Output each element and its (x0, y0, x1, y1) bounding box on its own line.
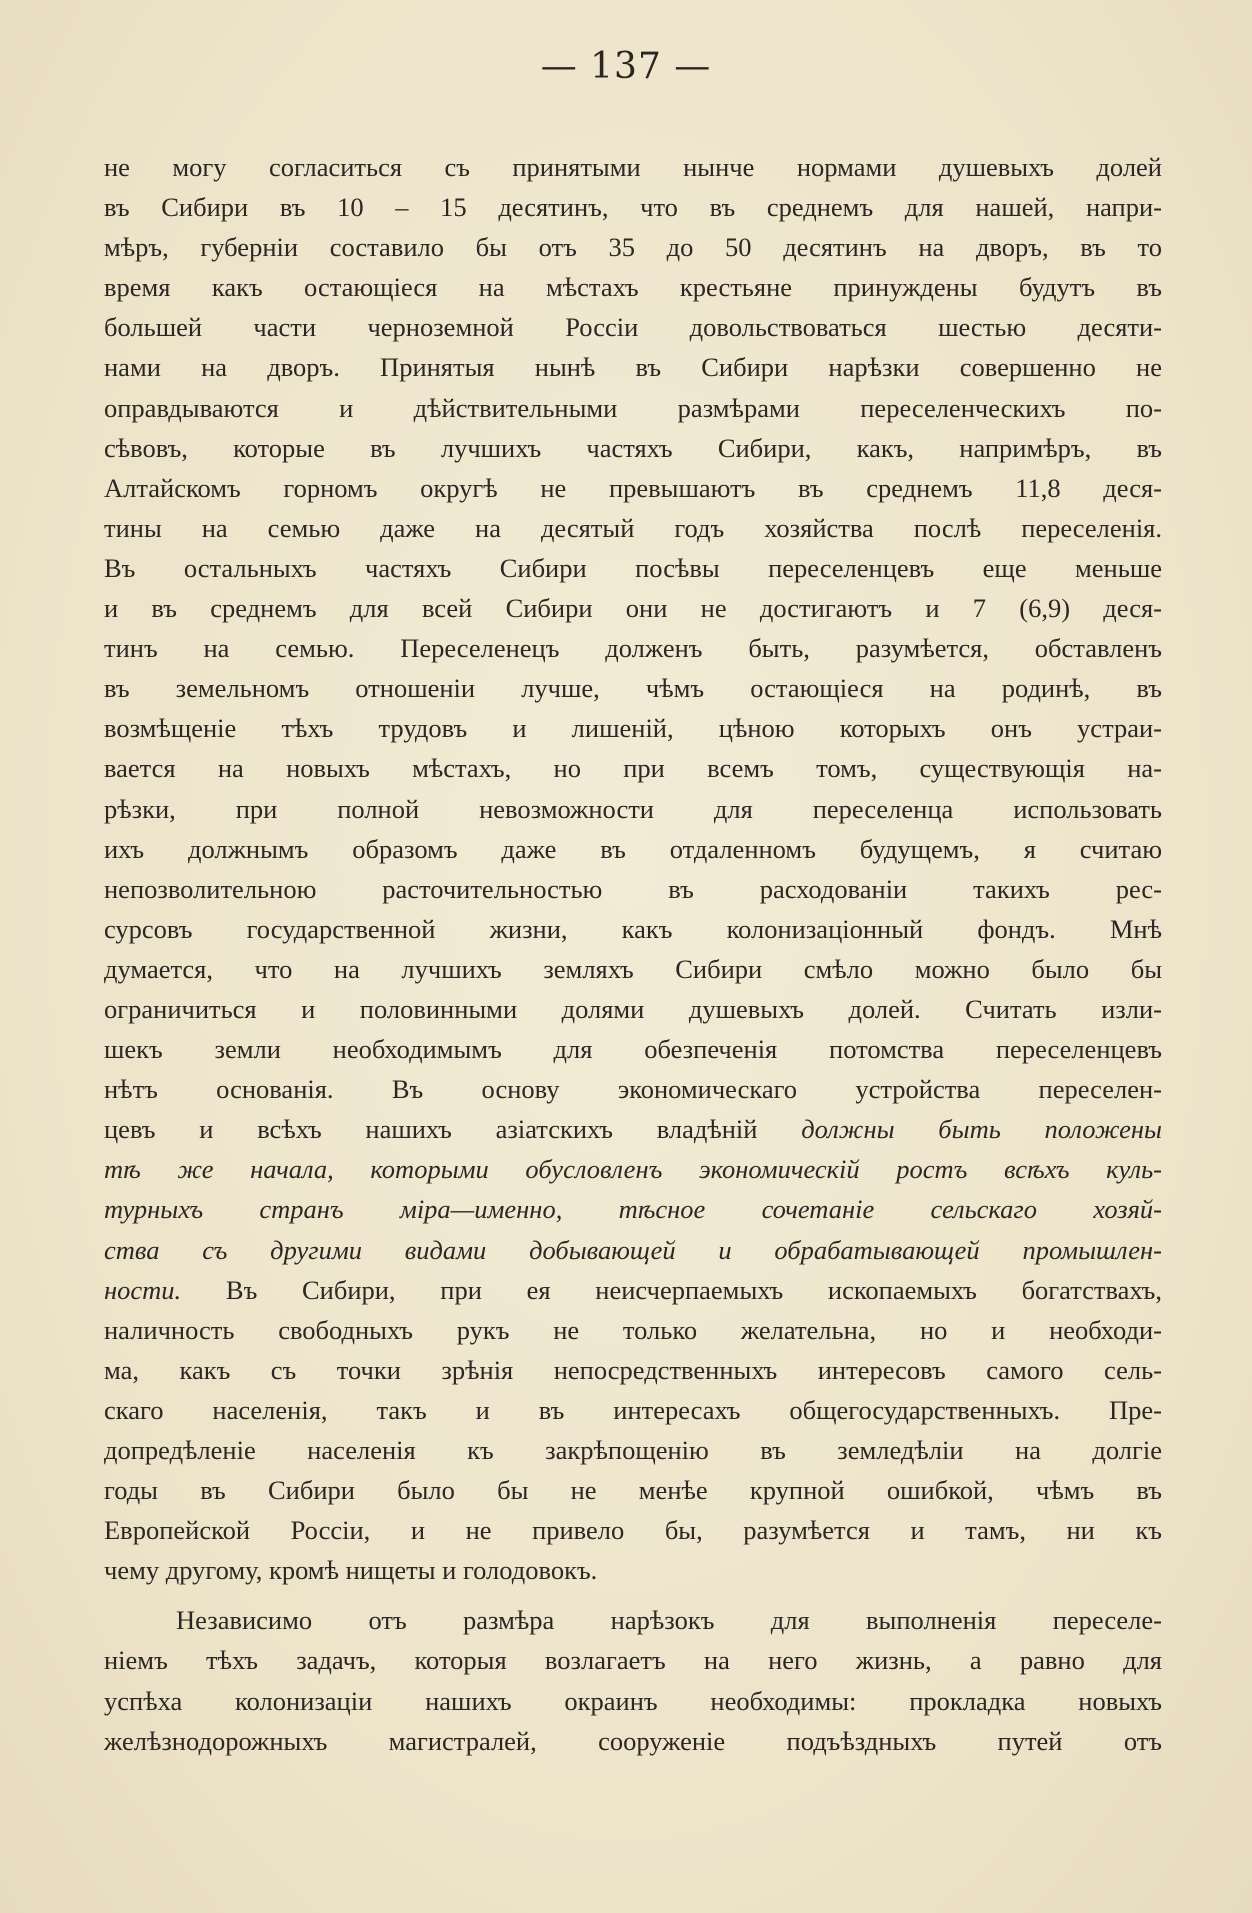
text-line (104, 829, 1162, 869)
text-run: сурсовъ государственной жизни, какъ колонизаціонный фондъ. Мнѣ (104, 913, 1162, 944)
text-line (104, 267, 1162, 307)
text-line (104, 1270, 1162, 1310)
paragraph-gap (104, 1590, 1162, 1600)
text-line (104, 869, 1162, 909)
text-line (104, 1681, 1162, 1721)
text-line (104, 588, 1162, 628)
text-run: Европейской Россіи, и не привело бы, разумѣется и тамъ, ни къ (104, 1515, 1162, 1546)
text-line (104, 428, 1162, 468)
text-run: въ земельномъ отношеніи лучше, чѣмъ остающіеся на родинѣ, въ (104, 673, 1162, 704)
text-run: сѣвовъ, которые въ лучшихъ частяхъ Сибири, какъ, напримѣръ, въ (104, 432, 1162, 463)
text-line (104, 1390, 1162, 1430)
text-run: тинъ на семью. Переселенецъ долженъ быть, разумѣется, обставленъ (104, 633, 1162, 664)
text-line (104, 748, 1162, 788)
text-run: успѣха колонизаціи нашихъ окраинъ необходимы: прокладка новыхъ (104, 1685, 1162, 1716)
text-run: нами на дворъ. Принятыя нынѣ въ Сибири нарѣзки совершенно не (104, 352, 1162, 383)
text-line (104, 789, 1162, 829)
paragraph (104, 147, 1162, 1590)
text-line (104, 1029, 1162, 1069)
italic-text: должны быть положены (801, 1114, 1162, 1145)
text-run: чему другому, кромѣ нищеты и голодовокъ. (104, 1555, 598, 1586)
text-line (104, 949, 1162, 989)
text-run: въ Сибири въ 10 – 15 десятинъ, что въ среднемъ для нашей, напри- (104, 192, 1162, 223)
text-run: тины на семью даже на десятый годъ хозяйства послѣ переселенія. (104, 512, 1162, 543)
text-run: оправдываются и дѣйствительными размѣрами переселенческихъ по- (104, 392, 1162, 423)
text-run: Независимо отъ размѣра нарѣзокъ для выполненія переселе- (176, 1605, 1162, 1636)
text-run: думается, что на лучшихъ земляхъ Сибири смѣло можно было бы (104, 953, 1162, 984)
text-run: время какъ остающіеся на мѣстахъ крестьяне принуждены будутъ въ (104, 272, 1162, 303)
text-run: скаго населенія, такъ и въ интересахъ общегосударственныхъ. Пре- (104, 1394, 1162, 1425)
text-run: ограничиться и половинными долями душевыхъ долей. Считать изли- (104, 993, 1162, 1024)
text-line (104, 668, 1162, 708)
paragraph (104, 1600, 1162, 1760)
text-line (104, 1430, 1162, 1470)
body-text (104, 147, 1162, 1761)
text-run: ма, какъ съ точки зрѣнія непосредственныхъ интересовъ самого сель- (104, 1354, 1162, 1385)
text-run: не могу согласиться съ принятыми нынче нормами душевыхъ долей (104, 152, 1162, 182)
text-line (104, 1350, 1162, 1390)
italic-text: ства съ другими видами добывающей и обрабатывающей промышлен- (104, 1234, 1162, 1265)
text-run: возмѣщеніе тѣхъ трудовъ и лишеній, цѣною которыхъ онъ устраи- (104, 713, 1162, 744)
text-line (104, 708, 1162, 748)
text-run: непозволительною расточительностью въ расходованіи такихъ рес- (104, 873, 1162, 904)
text-run: цевъ и всѣхъ нашихъ азіатскихъ владѣній (104, 1114, 802, 1145)
text-line (104, 227, 1162, 267)
text-run: желѣзнодорожныхъ магистралей, сооруженіе подъѣздныхъ путей отъ (104, 1725, 1162, 1756)
text-line (104, 307, 1162, 347)
italic-text: турныхъ странъ міра—именно, тѣсное сочетаніе сельскаго хозяй- (104, 1194, 1162, 1225)
text-line (104, 147, 1162, 187)
text-line (104, 989, 1162, 1029)
italic-text: тѣ же начала, которыми обусловленъ экономическій ростъ всѣхъ куль- (104, 1154, 1162, 1185)
text-line (104, 388, 1162, 428)
text-line (104, 1470, 1162, 1510)
text-line (104, 548, 1162, 588)
italic-text: ности. (104, 1274, 182, 1305)
text-line (104, 1600, 1162, 1640)
text-line (104, 1230, 1162, 1270)
text-run: ихъ должнымъ образомъ даже въ отдаленномъ будущемъ, я считаю (104, 833, 1162, 864)
text-line (104, 1640, 1162, 1680)
text-line (104, 187, 1162, 227)
page-number: — 137 — (540, 46, 712, 87)
text-line (104, 347, 1162, 387)
text-line (104, 628, 1162, 668)
text-run: Въ остальныхъ частяхъ Сибири посѣвы переселенцевъ еще меньше (104, 552, 1162, 583)
text-line (104, 1721, 1162, 1761)
text-run: шекъ земли необходимымъ для обезпеченія потомства переселенцевъ (104, 1034, 1162, 1065)
text-line (104, 1189, 1162, 1229)
text-run: вается на новыхъ мѣстахъ, но при всемъ томъ, существующія на- (104, 753, 1162, 784)
text-line (104, 1109, 1162, 1149)
text-line (104, 1069, 1162, 1109)
text-run: мѣръ, губерніи составило бы отъ 35 до 50 десятинъ на дворъ, въ то (104, 232, 1162, 263)
text-run: рѣзки, при полной невозможности для переселенца использовать (104, 793, 1162, 824)
text-run: Алтайскомъ горномъ округѣ не превышаютъ въ среднемъ 11,8 деся- (104, 472, 1162, 503)
text-line (104, 1310, 1162, 1350)
text-line (104, 1550, 1162, 1590)
text-line (104, 1149, 1162, 1189)
text-run: Въ Сибири, при ея неисчерпаемыхъ ископаемыхъ богатствахъ, (181, 1274, 1162, 1305)
text-run: годы въ Сибири было бы не менѣе крупной ошибкой, чѣмъ въ (104, 1475, 1162, 1506)
text-line (104, 909, 1162, 949)
text-run: нѣтъ основанія. Въ основу экономическаго устройства переселен- (104, 1074, 1162, 1105)
text-run: и въ среднемъ для всей Сибири они не достигаютъ и 7 (6,9) деся- (104, 593, 1162, 624)
text-line (104, 508, 1162, 548)
text-run: большей части черноземной Россіи довольствоваться шестью десяти- (104, 312, 1162, 343)
text-run: наличность свободныхъ рукъ не только желательна, но и необходи- (104, 1314, 1162, 1345)
text-run: ніемъ тѣхъ задачъ, которыя возлагаетъ на него жизнь, а равно для (104, 1645, 1162, 1676)
text-line (104, 1510, 1162, 1550)
text-run: допредѣленіе населенія къ закрѣпощенію въ земледѣліи на долгіе (104, 1435, 1162, 1465)
text-line (104, 468, 1162, 508)
